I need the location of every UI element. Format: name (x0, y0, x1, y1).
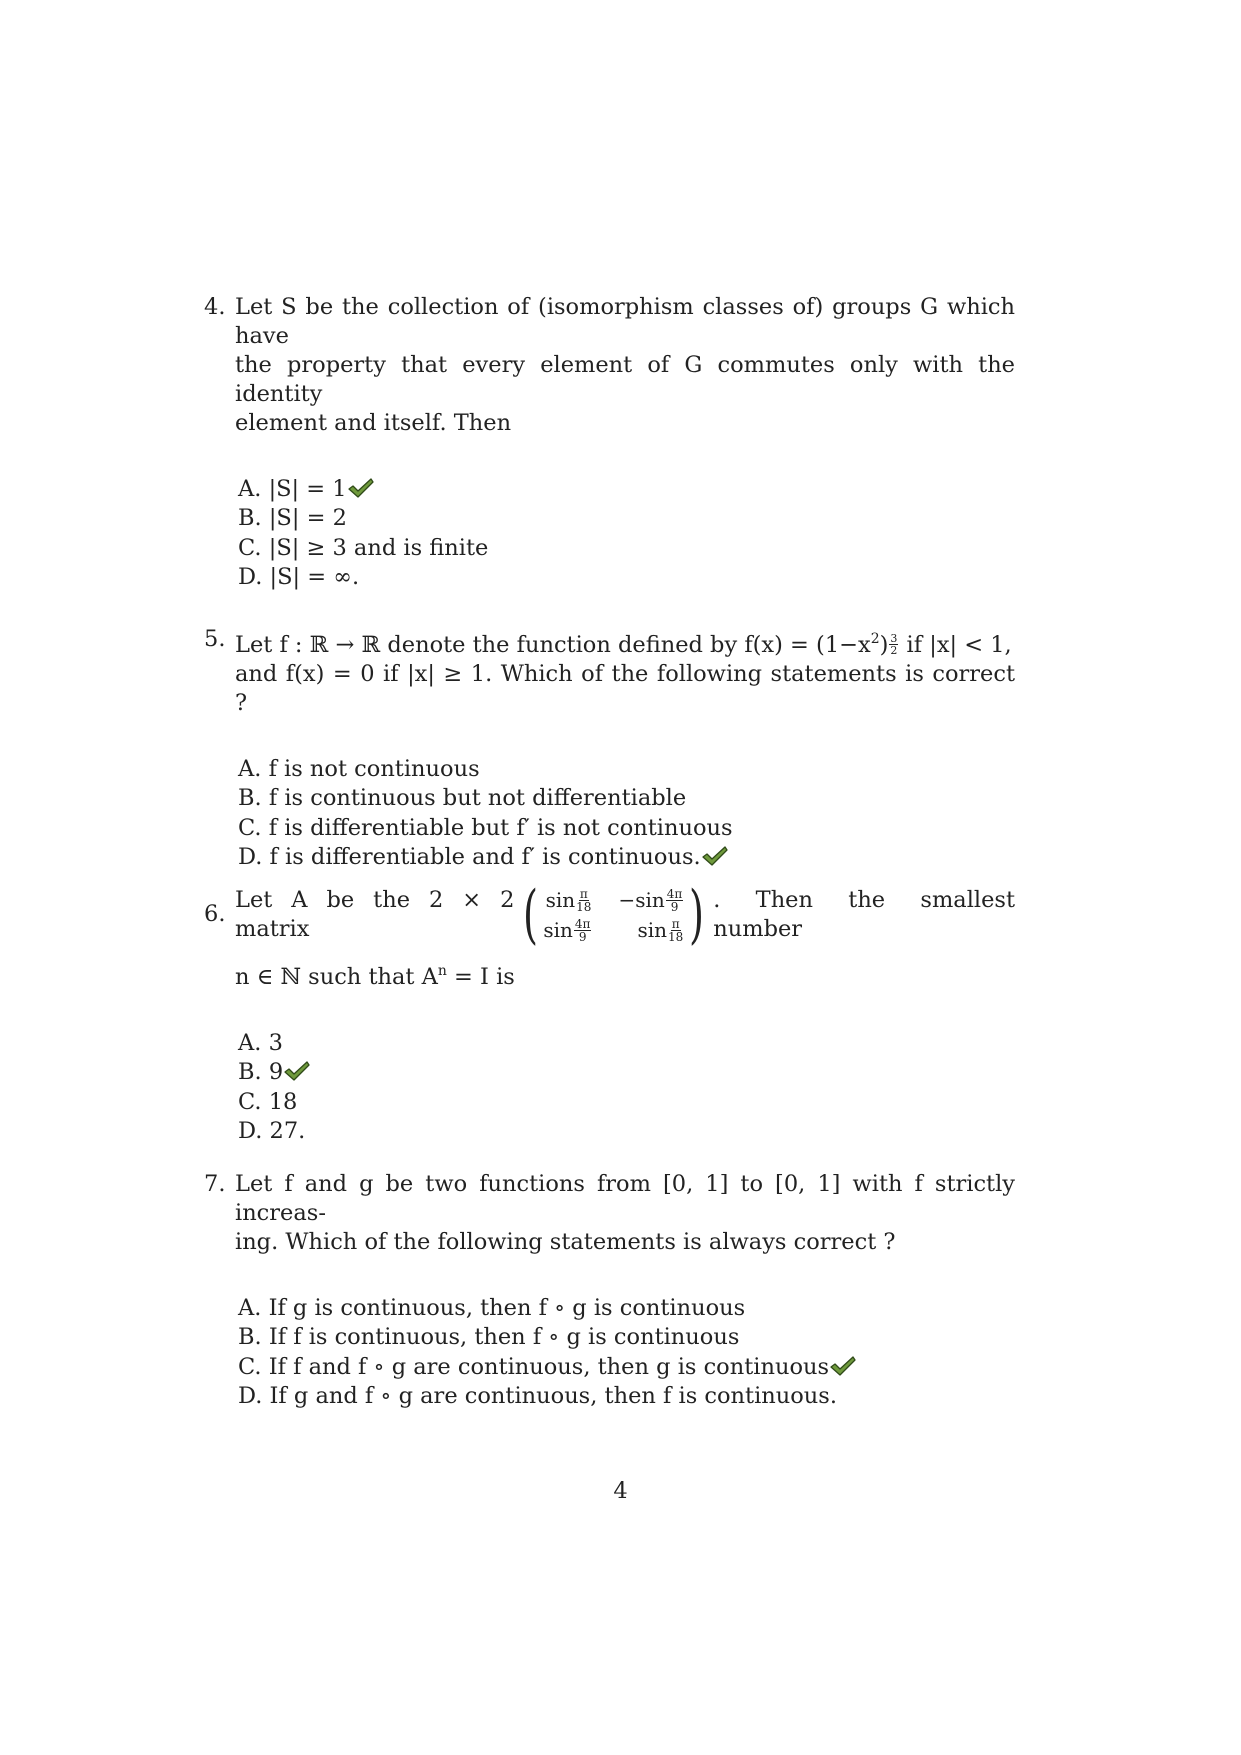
option-label: A. (238, 1030, 262, 1056)
question-text-line (235, 873, 1015, 957)
checkmark-icon (348, 478, 374, 498)
formula-part: n ∈ ℕ such that A (235, 964, 438, 990)
option-c (238, 1088, 1015, 1117)
question-number: 7. (204, 1171, 226, 1197)
option-a (238, 475, 1015, 504)
option-text: 18 (268, 1088, 298, 1115)
option-label: B. (238, 785, 262, 812)
checkmark-icon (830, 1356, 856, 1376)
option-d (238, 1117, 1015, 1146)
option-text: |S| = 2 (268, 505, 347, 532)
matrix-a22 (618, 915, 684, 945)
matrix-fraction (576, 888, 591, 913)
option-label: A. (238, 476, 262, 502)
matrix-fraction (574, 918, 592, 943)
option-label: C. (238, 534, 262, 561)
formula-part: Let f : ℝ → ℝ denote the function defined by f(x) = (1−x (235, 632, 871, 658)
option-a (238, 755, 1015, 784)
question-text (235, 293, 1015, 438)
fraction-denominator: 2 (890, 644, 898, 657)
matrix-fn: sin (543, 918, 573, 942)
question-text-line: Let f and g be two functions from [0, 1] to [0, 1] with f strictly increas- (235, 1171, 1015, 1226)
question-text-line: ing. Which of the following statements is always correct ? (235, 1229, 896, 1255)
question-text-line (235, 625, 1015, 660)
option-b (238, 504, 1015, 533)
matrix-fn: sin (637, 918, 667, 942)
option-label: C. (238, 1088, 262, 1115)
option-label: C. (238, 814, 262, 841)
option-text: f is continuous but not differentiable (268, 785, 687, 812)
checkmark-icon (284, 1061, 310, 1081)
question-text-line: Let S be the collection of (isomorphism classes of) groups G which have (235, 294, 1015, 349)
option-label: B. (238, 1059, 262, 1086)
option-a (238, 1294, 1015, 1323)
formula-part: if |x| < 1, (899, 632, 1012, 658)
question-5 (204, 625, 1015, 872)
question-4 (204, 293, 1015, 592)
option-text: If g and f ∘ g are continuous, then f is continuous. (269, 1382, 837, 1409)
question-7 (204, 1170, 1015, 1411)
matrix-a12 (618, 885, 684, 915)
question-text-line: element and itself. Then (235, 410, 512, 436)
matrix-a21 (543, 915, 592, 945)
option-text: |S| = ∞. (269, 563, 360, 590)
fraction-numerator: π (579, 886, 588, 901)
option-d (238, 843, 1015, 872)
exponent-fraction (889, 633, 898, 656)
option-text: |S| ≥ 3 and is finite (268, 534, 489, 561)
options-list (238, 755, 1015, 872)
option-text: 9 (268, 1059, 284, 1086)
question-text-line (235, 957, 1015, 992)
question-number: 4. (204, 294, 226, 320)
option-c (238, 1353, 1015, 1382)
formula-part: Let A be the 2 × 2 matrix (235, 887, 515, 942)
option-text: 3 (268, 1030, 283, 1056)
matrix-fn: sin (545, 888, 576, 912)
option-text: 27. (269, 1117, 306, 1144)
question-number: 5. (204, 626, 226, 652)
exponent: 2 (870, 631, 880, 647)
option-label: A. (238, 756, 262, 782)
formula-part: = I is (446, 964, 515, 990)
question-text-line: the property that every element of G commutes only with the identity (235, 352, 1015, 407)
option-text: If g is continuous, then f ∘ g is continuous (268, 1295, 746, 1321)
matrix-fraction (666, 888, 684, 913)
option-text: f is differentiable but f′ is not continuous (268, 814, 733, 841)
formula-part: ) (879, 632, 889, 658)
option-label: D. (238, 1117, 263, 1144)
question-text (235, 873, 1015, 992)
matrix-fn: −sin (618, 888, 665, 912)
question-number: 6. (204, 901, 226, 927)
exponent: n (437, 963, 447, 979)
option-c (238, 814, 1015, 843)
option-text: If f and f ∘ g are continuous, then g is continuous (268, 1353, 830, 1380)
page-number: 4 (613, 1478, 628, 1504)
option-a (238, 1029, 1015, 1058)
option-text: If f is continuous, then f ∘ g is continuous (268, 1324, 740, 1351)
fraction-denominator: 9 (578, 929, 587, 944)
option-label: A. (238, 1295, 262, 1321)
right-paren: ) (689, 878, 705, 952)
fraction-numerator: 4π (574, 916, 591, 931)
formula-part: . Then the smallest number (713, 887, 1015, 942)
options-list (238, 1294, 1015, 1411)
option-b (238, 1058, 1015, 1087)
option-label: D. (238, 563, 263, 590)
question-text (235, 625, 1015, 718)
question-text-line: and f(x) = 0 if |x| ≥ 1. Which of the following statements is correct ? (235, 661, 1015, 716)
matrix-fraction (668, 918, 683, 943)
fraction-denominator: 9 (670, 899, 679, 914)
question-6 (204, 873, 1015, 1146)
checkmark-icon (702, 846, 728, 866)
fraction-numerator: 4π (666, 886, 683, 901)
question-text (235, 1170, 1015, 1257)
option-label: D. (238, 843, 263, 870)
matrix-grid (543, 885, 684, 945)
option-text: f is differentiable and f′ is continuous. (269, 843, 701, 870)
option-label: B. (238, 505, 262, 532)
option-d (238, 1382, 1015, 1411)
options-list (238, 475, 1015, 592)
option-c (238, 534, 1015, 563)
fraction-denominator: 18 (576, 899, 592, 914)
left-paren: ( (523, 878, 539, 952)
fraction-numerator: π (671, 916, 680, 931)
option-text: |S| = 1 (268, 476, 347, 502)
option-b (238, 784, 1015, 813)
option-label: B. (238, 1324, 262, 1351)
fraction-denominator: 18 (668, 929, 684, 944)
option-label: C. (238, 1353, 262, 1380)
option-text: f is not continuous (268, 756, 480, 782)
fraction-numerator: 3 (890, 632, 898, 645)
matrix (518, 878, 709, 952)
options-list (238, 1029, 1015, 1146)
option-d (238, 563, 1015, 592)
matrix-a11 (543, 885, 592, 915)
option-b (238, 1323, 1015, 1352)
option-label: D. (238, 1382, 263, 1409)
